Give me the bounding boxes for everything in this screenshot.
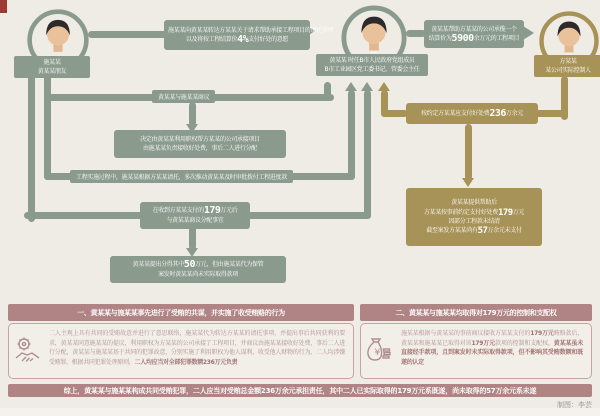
gears-handshake-icon — [12, 334, 44, 370]
person-role: 黄某某朋友 — [37, 68, 67, 75]
flow-text: 在收到方某某支付的179万元后 — [152, 205, 238, 217]
connector-line — [28, 74, 35, 222]
flow-text: 案发时黄某某尚未实际取得款项 — [158, 270, 238, 278]
label-fang — [534, 55, 600, 77]
arrow-up-icon — [378, 82, 390, 91]
connector-line — [465, 124, 472, 180]
connector-line — [406, 30, 426, 37]
person-name: 施某某 — [43, 59, 61, 66]
connector-line — [348, 90, 355, 180]
person-role: B市工业园区党工委书记、管委会主任 — [324, 66, 420, 73]
connector-line — [534, 110, 568, 117]
connector-line — [44, 74, 51, 180]
connector-line — [324, 82, 331, 101]
flow-box-receive — [140, 202, 250, 229]
flow-label-construction: 工程实施过程中，施某某根据方某某请托，多次推动黄某某及时审批拨付工程进度款 — [70, 170, 293, 183]
flow-box-help — [424, 20, 524, 48]
flow-box-paid — [406, 188, 542, 246]
flow-box-decide — [114, 130, 286, 158]
person-name: 黄某某 时任B市人民政府党组成员 — [329, 57, 415, 64]
flow-text: 黄某某提出分得其中50万元，但由施某某代为保管 — [132, 259, 264, 271]
flow-box-request — [164, 20, 334, 50]
panel1-body: 二人主观上具有共同的受贿故意并进行了意思联络，施某某代为转达方某某的请托事项，并提出事后共同获利的要求，黄某某同意施某某的提议，利用职权为方某某的公司承接了工程项目，并商议由施某某接收好处费，事后二人进行分配，黄某某与施某某基于共同的犯罪故意，分别实施了利用职权为他人谋利、收受他人财物的行为，二人均涉嫌受贿罪，根据共同犯罪处理原则，二人均应当对全部犯罪数额236万元负责 — [8, 323, 354, 379]
connector-line — [88, 31, 172, 38]
flow-box-split — [110, 256, 286, 283]
flow-text: 决定由黄某某利用职权帮方某某的公司承接项目 — [140, 135, 260, 143]
credit-text: 制图：李芸 — [557, 401, 592, 409]
panel1-title: 一、黄某某与施某某事先进行了受贿的共谋，并实施了收受贿赂的行为 — [8, 304, 354, 321]
arrow-up-icon — [345, 82, 357, 91]
connector-line — [381, 90, 388, 117]
connector-line — [364, 90, 371, 219]
label-shi — [14, 56, 90, 78]
money-bag-icon — [364, 336, 392, 368]
summary-bar: 综上，黄某某与施某某构成共同受贿犯罪，二人应当对受贿总金额236万余元承担责任，其中二人已实际取得的179万元系既遂，尚未取得的57万余元系未遂 — [8, 384, 592, 397]
person-role: 某公司实际控制人 — [545, 67, 591, 74]
person-name: 方某某 — [559, 58, 577, 65]
panel2-body: 施某某根据与黄某某的事前商议接收方某某支付的179万元贿赂款后，黄某某和施某某已取得对该179万元款项的控制和支配权，黄某某虽未直接经手款项，且到案发时未实际取得款项，但不影响其受贿数额和既遂的认定 — [360, 323, 592, 379]
label-huang — [316, 54, 428, 76]
flow-label-discuss: 黄某某与施某某商议 — [152, 90, 215, 103]
arrow-down-icon — [462, 178, 474, 187]
flow-text: 施某某向黄某某转达方某某关于请求帮助承接工程项目的请托事项 — [168, 26, 334, 34]
flow-text: 按约定方某某应支付好处费236万余元 — [420, 107, 524, 119]
bottom-strip — [0, 408, 600, 416]
flow-text: 黄某某帮助方某某的公司承揽一个 — [431, 25, 517, 33]
flow-text: 黄某某提供帮助后 — [451, 199, 497, 207]
flow-text: 方某某按事前约定支付好处费179万元 — [423, 207, 525, 218]
flow-text: 因部分工程款未结清 — [448, 218, 500, 225]
connector-line — [189, 102, 196, 126]
flow-text: 由施某某负责接收好处费，事后二人进行分配 — [142, 145, 257, 152]
arrow-right-icon — [523, 26, 534, 40]
arrow-up-icon — [361, 82, 373, 91]
flow-box-agree236 — [406, 103, 538, 124]
flow-text: 与黄某某商议分配事宜 — [166, 216, 224, 224]
flow-text: 结算价为5900余万元的工程项目 — [428, 33, 520, 44]
panel2-title: 二、黄某某与施某某均取得对179万元的控制和支配权 — [360, 304, 592, 321]
svg-text:¥: ¥ — [374, 348, 381, 358]
flow-text: 截至案发方某某尚有57万余元未支付 — [426, 226, 522, 237]
flow-text: 以及将按工程结算价4%支付好处的意愿 — [185, 34, 289, 45]
corner-mark — [0, 0, 7, 13]
